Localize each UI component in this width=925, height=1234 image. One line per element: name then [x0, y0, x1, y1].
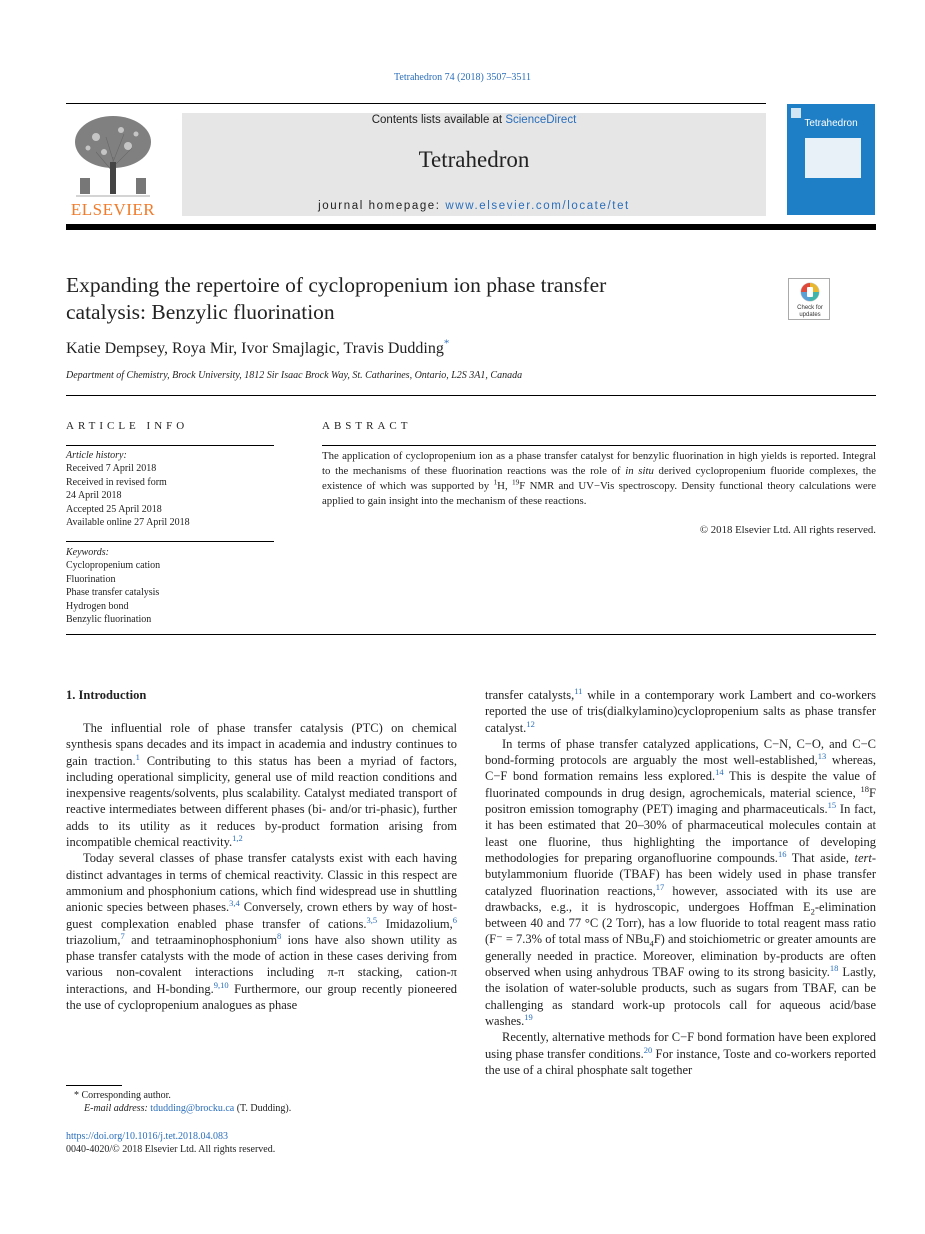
keywords-list — [66, 546, 160, 626]
citation-link[interactable]: 14 — [715, 767, 724, 778]
history-item: Received 7 April 2018 — [66, 463, 157, 475]
paragraph — [66, 720, 457, 850]
citation-link[interactable]: 3,5 — [366, 914, 378, 925]
abstract-rule — [322, 445, 876, 446]
introduction-heading: 1. Introduction — [66, 688, 147, 702]
keywords-label: Keywords: — [66, 547, 109, 558]
check-for-updates-button[interactable] — [788, 278, 830, 320]
citation-link[interactable]: 1,2 — [232, 832, 243, 843]
paragraph — [485, 736, 876, 1029]
text-run: and tetraaminophosphonium — [124, 932, 278, 947]
text-run: while in a contemporary work Lambert and co-workers reported the use of tris(dialkylamino)cyclopropenium salts as phase transfer catalyst. — [485, 688, 876, 735]
subscript: 4 — [649, 938, 654, 949]
keyword: Cyclopropenium cation — [66, 560, 161, 572]
text-run: F) and stoichiometric or greater amounts are generally needed in practice. Moreover, elimination by-products are often observed when using anhydrous TBAF owing to its strong basicity. — [485, 932, 876, 980]
text-run: For instance, Toste and co-workers reported the use of a chiral phosphate salt together — [485, 1046, 876, 1077]
cover-graphic — [805, 138, 861, 178]
contents-prefix: Contents lists available at — [371, 114, 506, 126]
keyword: Benzylic fluorination — [66, 614, 152, 626]
text-run: The influential role of phase transfer catalysis (PTC) on chemical synthesis spans decades and its impact in academia and industry continues to gain traction. — [66, 721, 457, 768]
citation-link[interactable]: 17 — [655, 881, 665, 892]
author-affiliation: Department of Chemistry, Brock University, 1812 Sir Isaac Brock Way, St. Catharines, Ontario, L2S 3A1, Canada — [66, 370, 523, 381]
citation-link[interactable]: 20 — [643, 1044, 653, 1055]
text-run: That aside, — [786, 850, 855, 865]
header-thick-rule — [66, 224, 876, 230]
citation-link[interactable]: 3,4 — [229, 898, 240, 909]
paragraph — [66, 850, 457, 1013]
citation-link[interactable]: 1 — [135, 751, 140, 762]
paragraph — [485, 1029, 876, 1078]
history-item: 24 April 2018 — [66, 490, 122, 502]
keyword: Phase transfer catalysis — [66, 587, 160, 599]
citation-link[interactable]: 15 — [827, 799, 837, 810]
text-run: Recently, alternative methods for C−F bond formation have been explored using phase transfer conditions. — [485, 1030, 876, 1061]
article-history — [66, 449, 190, 529]
journal-name: Tetrahedron — [418, 147, 530, 172]
elsevier-wordmark: ELSEVIER — [70, 200, 156, 219]
sciencedirect-link[interactable]: ScienceDirect — [505, 114, 577, 126]
author-names: Katie Dempsey, Roya Mir, Ivor Smajlagic, Travis Dudding — [66, 340, 444, 357]
subscript: 2 — [810, 906, 815, 917]
citation-link[interactable]: 16 — [777, 848, 787, 859]
issn-copyright: 0040-4020/© 2018 Elsevier Ltd. All rights reserved. — [66, 1144, 276, 1156]
text-run: F positron emission tomography (PET) imaging and pharmaceuticals. — [485, 785, 876, 817]
text-run: Today several classes of phase transfer catalysts exist with each having distinct advantages in terms of chemical reactivity. Classic in this respect are ammonium and phosphonium cations, which find widespread use in shuttling anionic species between phases. — [66, 851, 457, 915]
citation-link[interactable]: 11 — [574, 685, 583, 696]
citation-link[interactable]: 8 — [277, 930, 282, 941]
text-run: whereas, C−F bond formation remains less explored. — [485, 753, 877, 784]
crossmark-icon — [800, 282, 820, 304]
citation-link[interactable]: 7 — [120, 930, 125, 941]
article-title-line-1: Expanding the repertoire of cyclopropenium ion phase transfer — [66, 273, 607, 297]
abstract-copyright: © 2018 Elsevier Ltd. All rights reserved. — [699, 524, 876, 536]
text-run: Conversely, crown ethers by way of host-guest complexation enabled phase transfer of cations. — [66, 900, 457, 931]
citation-link[interactable]: 18 — [829, 962, 839, 973]
citation-link[interactable]: 9,10 — [213, 979, 229, 990]
cover-emblem-icon — [791, 108, 801, 118]
front-matter-rule — [66, 634, 876, 635]
abstract-italic: in situ — [625, 465, 654, 477]
text-run: In fact, it has been estimated that 20–30% of pharmaceutical molecules contain at least one fluorine, thus highlighting the importance of developing methodologies for preparing organofluorine compounds. — [485, 802, 876, 865]
history-item: Available online 27 April 2018 — [66, 517, 190, 529]
article-info-heading: ARTICLE INFO — [66, 420, 189, 432]
paragraph — [485, 687, 876, 736]
citation-link[interactable]: 19 — [524, 1011, 533, 1022]
text-run: ions have also shown utility as phase transfer catalysts with the mode of action in these cases deriving from various non-covalent interactions including π-π stacking, cation-π interactions, and H-bonding. — [66, 932, 457, 996]
text-run: triazolium, — [66, 932, 121, 947]
journal-cover-thumbnail[interactable] — [787, 104, 875, 215]
corresponding-author-mark[interactable]: * — [443, 337, 450, 350]
email-note — [66, 1102, 291, 1115]
italic-text: tert — [854, 850, 872, 865]
cover-title: Tetrahedron — [804, 118, 858, 129]
text-run: however, associated with its use are drawbacks, e.g., it is hydroscopic, undergoes Hoffman E — [485, 883, 876, 914]
body-column-right — [485, 687, 876, 1078]
corresponding-author-note: * Corresponding author. — [74, 1090, 171, 1101]
email-link[interactable]: tdudding@brocku.ca — [150, 1103, 235, 1115]
doi-link[interactable]: https://doi.org/10.1016/j.tet.2018.04.083 — [66, 1131, 229, 1142]
citation-link[interactable]: 6 — [452, 914, 457, 925]
text-run: In terms of phase transfer catalyzed applications, C−N, C−O, and C−C bond-forming protocols are arguably the most well-established, — [485, 736, 876, 768]
header-top-rule — [66, 103, 766, 104]
keyword: Hydrogen bond — [66, 600, 129, 612]
author-list — [66, 337, 450, 358]
crossmark-label: Check for updates — [797, 305, 823, 318]
article-title — [66, 272, 766, 326]
journal-reference-link[interactable]: Tetrahedron 74 (2018) 3507–3511 — [394, 72, 531, 83]
email-label: E-mail address: — [84, 1103, 151, 1115]
history-item: Accepted 25 April 2018 — [66, 503, 162, 515]
body-column-left — [66, 720, 457, 1013]
journal-masthead — [182, 113, 766, 216]
history-item: Received in revised form — [66, 476, 167, 488]
abstract-part: F NMR and UV−Vis spectroscopy. Density functional theory calculations were applied to gain insight into the mechanism of these reactions. — [322, 480, 876, 507]
citation-link[interactable]: 12 — [526, 718, 535, 729]
article-title-line-2: catalysis: Benzylic fluorination — [66, 300, 335, 324]
text-run: Furthermore, our group recently pioneered the use of cyclopropenium analogues as phase — [66, 981, 458, 1013]
text-run: transfer catalysts, — [485, 688, 575, 702]
citation-link[interactable]: 13 — [817, 751, 827, 762]
journal-homepage-link[interactable]: www.elsevier.com/locate/tet — [445, 200, 630, 212]
journal-homepage-line — [182, 200, 766, 212]
isotope-superscript: 1 — [493, 477, 498, 487]
abstract-part: The application of cyclopropenium ion as a phase transfer catalyst for benzylic fluorination in high yields is reported. Integral to the mechanisms of these fluorination reactions was the role of — [322, 450, 876, 477]
abstract-part: derived cyclopropenium fluoride complexes, the existence of which was supported by — [322, 465, 876, 492]
footnote-rule — [66, 1085, 122, 1086]
doi-block — [66, 1130, 275, 1157]
history-label: Article history: — [66, 450, 127, 461]
isotope-superscript: 19 — [511, 477, 520, 487]
abstract-part: H, — [497, 480, 512, 492]
footnotes — [66, 1089, 291, 1116]
abstract-heading: ABSTRACT — [322, 420, 412, 432]
email-suffix: (T. Dudding). — [234, 1103, 292, 1115]
keywords-rule — [66, 541, 274, 542]
text-run: -elimination between 40 and 77 °C (2 Torr), has a low fluoride to total reagent mass ratio (F⁻ = 7.3% of total mass of NBu — [485, 899, 876, 947]
text-run: This is despite the value of fluorinated compounds in drug design, agrochemicals, material science, — [485, 769, 876, 800]
isotope-superscript: 18 — [860, 783, 870, 794]
abstract-text — [322, 449, 876, 509]
affiliation-rule — [66, 395, 876, 396]
contents-available-line — [182, 114, 766, 126]
homepage-prefix: journal homepage: — [318, 200, 446, 212]
text-run: -butylammonium fluoride (TBAF) has been widely used in phase transfer catalyzed fluorination reactions, — [485, 850, 876, 898]
article-info-rule — [66, 445, 274, 446]
text-run: Lastly, the isolation of water-soluble products, such as sugars from TBAF, can be challenging as standard work-up protocols call for aqueous acid/base washes. — [485, 965, 876, 1028]
text-run: Contributing to this status has been a myriad of factors, including operational simplicity, general use of mild reaction conditions and inexpensive reagents/solvents, plus scalability. Catalyst mediated transport of reactive intermediates between different phases (bi- and/or tri-phasic), further adds to its utility as it reduces by-product formation arising from incompatible chemical reactivity. — [66, 753, 457, 850]
keyword: Fluorination — [66, 573, 116, 585]
text-run: Imidazolium, — [377, 916, 453, 931]
